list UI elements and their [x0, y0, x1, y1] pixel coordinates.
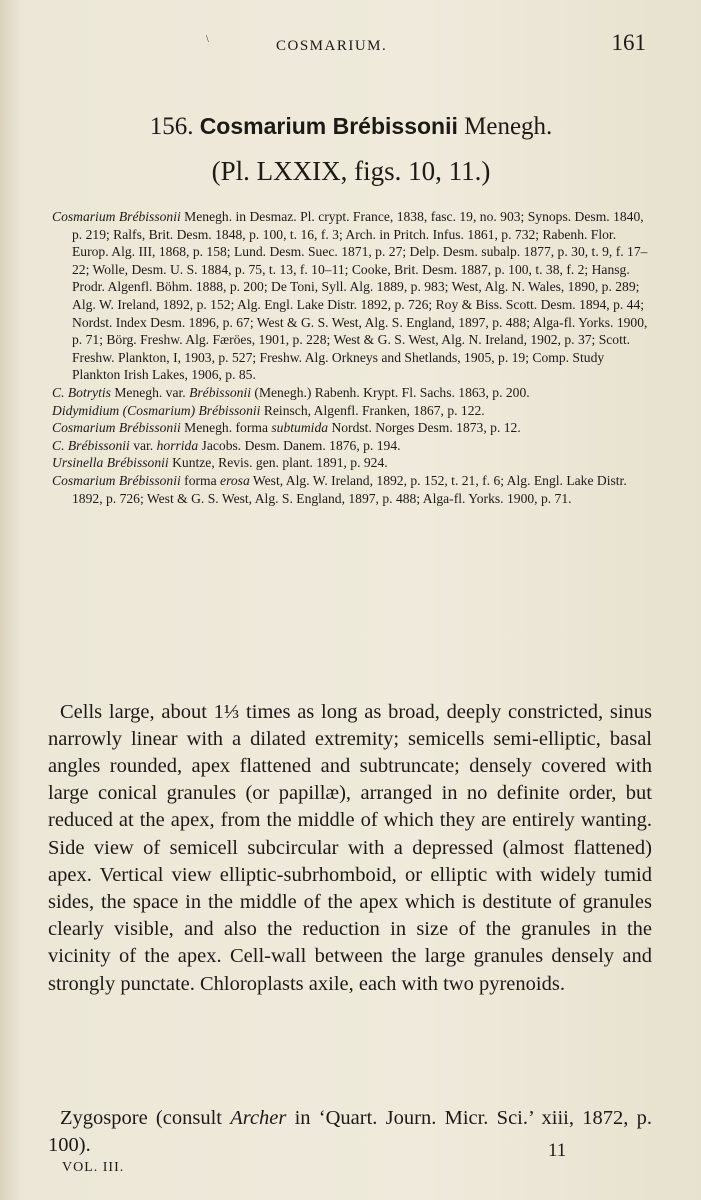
species-name: Cosmarium Brébissonii — [199, 113, 458, 139]
synonym-citation: Menegh. forma — [180, 420, 272, 436]
synonymy-entry — [52, 472, 648, 507]
synonym-name: Ursinella Brébissonii — [52, 455, 169, 471]
plate-reference: (Pl. LXXIX, figs. 10, 11.) — [211, 156, 491, 186]
page-number: 161 — [611, 30, 646, 55]
synonym-name: Didymidium (Cosmarium) Brébissonii — [52, 402, 261, 418]
synonymy-entry — [52, 384, 648, 402]
synonym-citation: Nordst. Norges Desm. 1873, p. 12. — [328, 420, 521, 436]
synonym-citation: Menegh. var. — [110, 384, 190, 400]
synonym-citation: Menegh. in Desmaz. Pl. crypt. France, 1838, fasc. 19, no. 903; Synops. Desm. 1840, p. 219; Ralfs, Brit. Desm. 1848, p. 100, t. 16, f. 3; Arch. in Pritch. Infus. 1861, p. 732; Rabenh. Flor. Europ. Alg. III, 1868, p. 158; Lund. Desm. Suec. 1871, p. 27; Delp. Desm. subalp. 1877, p. 30, t. 9, f. 17–22; Wolle, Desm. U. S. 1884, p. 75, t. 13, f. 10–11; Cooke, Brit. Desm. 1887, p. 100, t. 38, f. 2; Hansg. Prodr. Algenfl. Böhm. 1888, p. 200; De Toni, Syll. Alg. 1889, p. 983; West, Alg. N. Wales, 1890, p. 289; Alg. W. Ireland, 1892, p. 152; Alg. Engl. Lake Distr. 1892, p. 726; Roy & Biss. Scott. Desm. 1894, p. 44; Nordst. Index Desm. 1896, p. 67; West & G. S. West, Alg. S. England, 1897, p. 488; Alga-fl. Yorks. 1900, p. 71; Börg. Freshw. Alg. Færöes, 1901, p. 228; West & G. S. West, Alg. N. Ireland, 1902, p. 37; Scott. Freshw. Plankton, I, 1903, p. 527; Freshw. Alg. Orkneys and Shetlands, 1905, p. 19; Comp. Study Plankton Irish Lakes, 1906, p. 85. — [72, 209, 648, 383]
synonymy-entry — [52, 437, 648, 455]
synonymy-list — [52, 208, 648, 507]
synonym-name: C. Botrytis — [52, 384, 111, 400]
synonym-citation: var. — [129, 437, 157, 453]
running-head — [56, 30, 646, 70]
synonym-form: erosa — [220, 472, 250, 488]
synonym-name: Cosmarium Brébissonii — [52, 472, 181, 488]
synonym-citation: (Menegh.) Rabenh. Krypt. Fl. Sachs. 1863, p. 200. — [251, 384, 530, 400]
synonym-citation: Kuntze, Revis. gen. plant. 1891, p. 924. — [168, 455, 388, 471]
synonym-citation: forma — [180, 472, 221, 488]
synonym-name: C. Brébissonii — [52, 437, 130, 453]
species-heading — [56, 110, 646, 143]
species-description: Cells large, about 1⅓ times as long as broad, deeply constricted, sinus narrowly linear with a dilated extremity; semicells semi-elliptic, basal angles rounded, apex flattened and subtruncate; densely covered with large conical granules (or papillæ), arranged in no definite order, but reduced at the apex, from the middle of which they are entirely wanting. Side view of semicell subcircular with a depressed (almost flattened) apex. Vertical view elliptic-subrhomboid, or elliptic with widely tumid sides, the space in the middle of the apex which is destitute of granules clearly visible, and also the reduction in size of the granules in the vicinity of the apex. Cell-wall between the large granules densely and strongly punctate. Chloroplasts axile, each with two pyrenoids. — [48, 700, 652, 995]
synonymy-entry — [52, 419, 648, 437]
synonym-variety: Brébissonii — [189, 384, 252, 400]
species-number: 156. — [149, 113, 194, 140]
zygospore-text: in ‘Quart. Journ. Micr. Sci.’ xiii, 1872, p. 100). — [48, 1106, 652, 1156]
synonym-variety: horrida — [156, 437, 199, 453]
synonymy-entry — [52, 402, 648, 420]
section-title: COSMARIUM. — [276, 38, 388, 54]
synonymy-entry — [52, 454, 648, 472]
synonym-citation: West, Alg. W. Ireland, 1892, p. 152, t. 21, f. 6; Alg. Engl. Lake Distr. 1892, p. 726; West & G. S. West, Alg. S. England, 1897, p. 488; Alga-fl. Yorks. 1900, p. 71. — [72, 472, 627, 506]
synonymy-entry — [52, 208, 648, 384]
synonym-name: Cosmarium Brébissonii — [52, 420, 181, 436]
signature-mark: 11 — [548, 1140, 567, 1161]
stray-mark: \ — [206, 34, 209, 45]
species-authority: Menegh. — [464, 113, 553, 140]
zygospore-text: Zygospore (consult — [60, 1106, 231, 1129]
synonym-citation: Reinsch, Algenfl. Franken, 1867, p. 122. — [260, 402, 485, 418]
synonym-name: Cosmarium Brébissonii — [52, 209, 181, 224]
volume-label: VOL. III. — [62, 1160, 125, 1175]
synonym-citation: Jacobs. Desm. Danem. 1876, p. 194. — [198, 437, 401, 453]
zygospore-author: Archer — [230, 1106, 287, 1129]
synonym-form: subtumida — [271, 420, 329, 436]
